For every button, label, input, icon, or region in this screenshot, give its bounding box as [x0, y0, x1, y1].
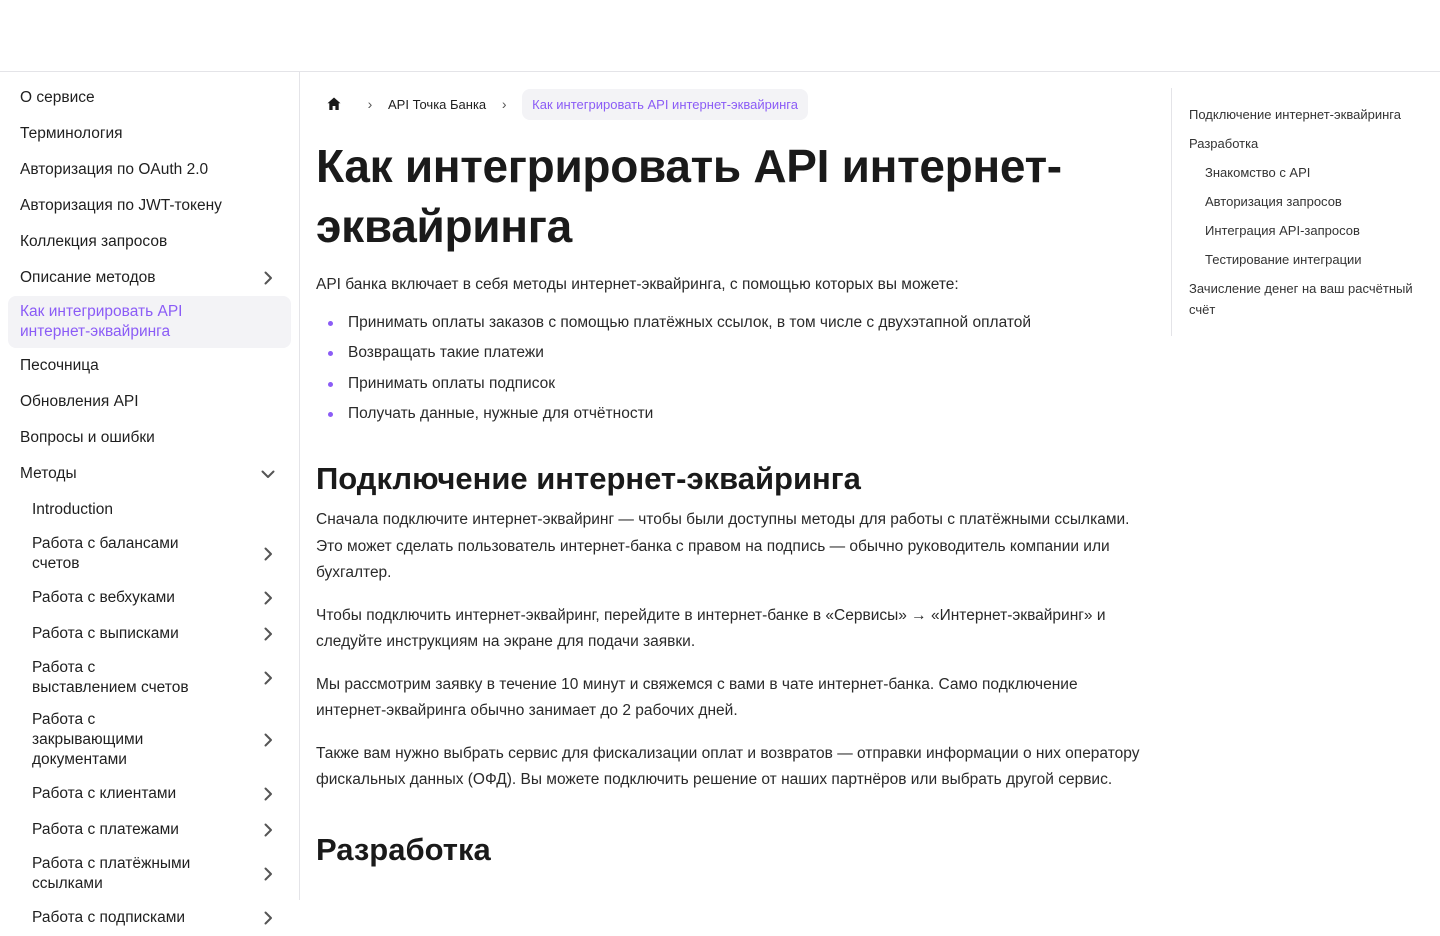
- sidebar-subitem-introduction[interactable]: [8, 492, 291, 528]
- breadcrumb-current: Как интегрировать API интернет-эквайринга: [522, 89, 808, 120]
- sidebar-item-label: Работа с клиентами: [32, 785, 177, 802]
- toc-item[interactable]: Подключение интернет-эквайринга: [1189, 107, 1401, 122]
- sidebar-subitem-subscriptions[interactable]: [8, 900, 291, 936]
- paragraph: Также вам нужно выбрать сервис для фискализации оплат и возвратов — отправки информации о них оператору фискальных данных (ОФД). Вы можете подключить решение от наших партнёров или выбрать другой сервис.: [316, 744, 1140, 788]
- top-header: [0, 0, 1440, 72]
- chevron-right-icon[interactable]: [259, 589, 277, 607]
- sidebar-item-faq[interactable]: [8, 420, 291, 456]
- table-of-contents: [1171, 88, 1431, 336]
- sidebar-subitem-payments[interactable]: [8, 812, 291, 848]
- home-icon[interactable]: [316, 88, 352, 120]
- sidebar-item-label: Обновления API: [20, 393, 139, 410]
- chevron-right-icon[interactable]: [259, 269, 277, 287]
- sidebar-item-jwt[interactable]: [8, 188, 291, 224]
- toc-subitem[interactable]: Интеграция API-запросов: [1205, 223, 1360, 238]
- breadcrumb: [316, 88, 1146, 120]
- intro-text: API банка включает в себя методы интернет-эквайринга, с помощью которых вы можете:: [316, 276, 959, 293]
- sidebar-item-updates[interactable]: [8, 384, 291, 420]
- sidebar-item-methods[interactable]: [8, 456, 291, 492]
- chevron-right-icon[interactable]: [259, 625, 277, 643]
- paragraph: Чтобы подключить интернет-эквайринг, перейдите в интернет-банке в «Сервисы» → «Интернет-эквайринг» и следуйте инструкциям на экране для подачи заявки.: [316, 606, 1106, 650]
- sidebar-item-label: Работа с платежами: [32, 821, 179, 838]
- sidebar-item-label: Работа с вебхуками: [32, 589, 175, 606]
- list-item: Принимать оплаты заказов с помощью платёжных ссылок, в том числе с двухэтапной оплатой: [316, 313, 1146, 333]
- sidebar-item-label: Работа с балансами счетов: [32, 535, 179, 572]
- chevron-right-icon: ›: [501, 96, 507, 112]
- sidebar-subitem-closing-docs[interactable]: [8, 704, 291, 776]
- paragraph: Сначала подключите интернет-эквайринг — чтобы были доступны методы для работы с платёжными ссылками. Это может сделать пользователь интернет-банка с правом на подпись — обычно руководитель компании или бухгалтер.: [316, 511, 1130, 581]
- sidebar-item-label: Описание методов: [20, 269, 156, 286]
- sidebar-item-label: Коллекция запросов: [20, 233, 168, 250]
- sidebar-subitem-payment-links[interactable]: [8, 848, 291, 900]
- toc-subitem[interactable]: Тестирование интеграции: [1205, 252, 1362, 267]
- sidebar-item-methods-description[interactable]: [8, 260, 291, 296]
- chevron-down-icon[interactable]: [259, 465, 277, 483]
- sidebar-item-sandbox[interactable]: [8, 348, 291, 384]
- sidebar-subitem-balances[interactable]: [8, 528, 291, 580]
- main-content: [316, 72, 1146, 900]
- sidebar-item-oauth[interactable]: [8, 152, 291, 188]
- sidebar-item-label: Работа с подписками: [32, 909, 186, 926]
- sidebar-item-terminology[interactable]: [8, 116, 291, 152]
- sidebar-item-label: Терминология: [20, 125, 123, 142]
- sidebar-subitem-webhooks[interactable]: [8, 580, 291, 616]
- feature-list: [316, 313, 1146, 425]
- sidebar-nav: [0, 72, 300, 926]
- chevron-right-icon[interactable]: [259, 821, 277, 839]
- section-heading-connection: Подключение интернет-эквайринга: [316, 461, 861, 496]
- toc-item[interactable]: Зачисление денег на ваш расчётный счёт: [1189, 281, 1413, 317]
- sidebar-item-label: Работа с выставлением счетов: [32, 659, 189, 696]
- list-item: Принимать оплаты подписок: [316, 374, 1146, 394]
- sidebar-item-acquiring[interactable]: [8, 296, 291, 348]
- sidebar-item-label: Работа с выписками: [32, 625, 179, 642]
- list-item: Получать данные, нужные для отчётности: [316, 404, 1146, 424]
- sidebar-subitem-invoicing[interactable]: [8, 652, 291, 704]
- sidebar-item-about[interactable]: [8, 80, 291, 116]
- sidebar-item-label: О сервисе: [20, 89, 95, 106]
- chevron-right-icon[interactable]: [259, 865, 277, 883]
- sidebar-item-label: Introduction: [32, 501, 113, 518]
- sidebar-item-label: Работа с платёжными ссылками: [32, 855, 191, 892]
- page-title: Как интегрировать API интернет-эквайринга: [316, 140, 1062, 252]
- chevron-right-icon[interactable]: [259, 545, 277, 563]
- sidebar-subitem-clients[interactable]: [8, 776, 291, 812]
- chevron-right-icon[interactable]: [259, 785, 277, 803]
- sidebar-item-label: Авторизация по JWT-токену: [20, 197, 222, 214]
- list-item: Возвращать такие платежи: [316, 343, 1146, 363]
- sidebar-item-label: Авторизация по OAuth 2.0: [20, 161, 209, 178]
- sidebar-item-collection[interactable]: [8, 224, 291, 260]
- sidebar-subitem-statements[interactable]: [8, 616, 291, 652]
- sidebar-item-label: Методы: [20, 465, 77, 482]
- chevron-right-icon[interactable]: [259, 909, 277, 927]
- chevron-right-icon[interactable]: [259, 731, 277, 749]
- toc-item[interactable]: Разработка: [1189, 136, 1259, 151]
- toc-subitem[interactable]: Знакомство с API: [1205, 165, 1311, 180]
- sidebar-item-label: Вопросы и ошибки: [20, 429, 155, 446]
- paragraph: Мы рассмотрим заявку в течение 10 минут и свяжемся с вами в чате интернет-банка. Само подключение интернет-эквайринга обычно занимает до 2 рабочих дней.: [316, 675, 1078, 719]
- chevron-right-icon[interactable]: [259, 669, 277, 687]
- section-heading-development: Разработка: [316, 831, 491, 867]
- chevron-right-icon: ›: [367, 96, 373, 112]
- sidebar-item-label: Как интегрировать API интернет-эквайринга: [20, 303, 183, 340]
- breadcrumb-link[interactable]: API Точка Банка: [388, 96, 487, 112]
- toc-subitem[interactable]: Авторизация запросов: [1205, 194, 1342, 209]
- sidebar-item-label: Песочница: [20, 357, 99, 374]
- sidebar-item-label: Работа с закрывающими документами: [32, 711, 144, 768]
